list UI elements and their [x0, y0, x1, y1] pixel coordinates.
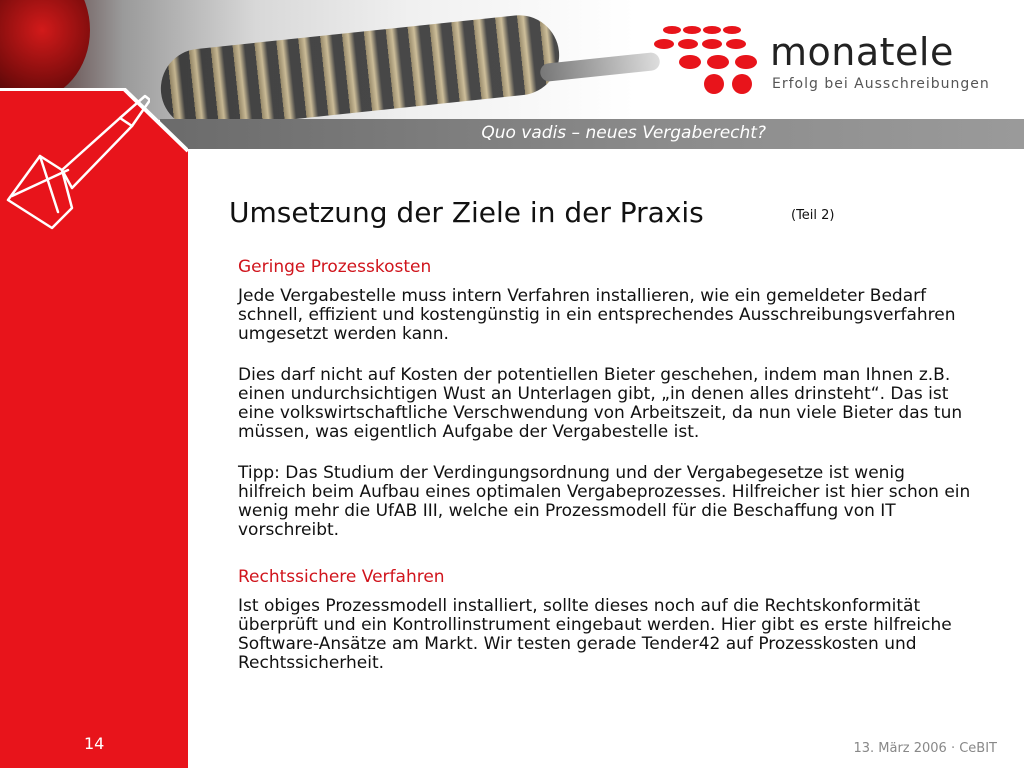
presentation-subtitle: Quo vadis – neues Vergaberecht?	[481, 123, 766, 143]
subtitle-bar	[160, 119, 1024, 149]
dartboard-image	[0, 0, 90, 100]
slide-title-part: (Teil 2)	[791, 208, 835, 223]
dart-outline-icon	[0, 88, 150, 248]
section-prozesskosten	[238, 258, 978, 540]
paragraph: Ist obiges Prozessmodell installiert, sollte dieses noch auf die Rechtskonformität überprüft und ein Kontrollinstrument eingebaut werden. Hier gibt es erste hilfreiche Software-Ansätze am Markt. Wir testen gerade Tender42 auf Prozesskosten und Rechtssicherheit.	[238, 596, 952, 673]
page-number: 14	[84, 734, 105, 753]
section-heading: Rechtssichere Verfahren	[238, 567, 445, 587]
section-rechtssicher	[238, 568, 978, 673]
slide-title: Umsetzung der Ziele in der Praxis	[229, 196, 704, 229]
paragraph: Jede Vergabestelle muss intern Verfahren installieren, wie ein gemeldeter Bedarf schnell, effizient und kostengünstig in ein entsprechendes Ausschreibungsverfahren umgesetzt werden kann.	[238, 286, 956, 344]
logo	[650, 22, 1020, 102]
side-panel	[0, 88, 188, 768]
dart-image	[157, 11, 563, 120]
footer-date: 13. März 2006 · CeBIT	[853, 741, 997, 756]
paragraph: Dies darf nicht auf Kosten der potentiellen Bieter geschehen, indem man Ihnen z.B. einen undurchsichtigen Wust an Unterlagen gibt, „in denen alles drinsteht“. Das ist eine volkswirtschaftliche Verschwendung von Arbeitszeit, da nun viele Bieter das tun müssen, was eigentlich Aufgabe der Vergabestelle ist.	[238, 365, 963, 442]
paragraph-tip: Tipp: Das Studium der Verdingungsordnung und der Vergabegesetze ist wenig hilfreich beim Aufbau eines optimalen Vergabeprozesses. Hilfreicher ist hier schon ein wenig mehr die UfAB III, welche ein Prozessmodell für die Beschaffung von IT vorschreibt.	[238, 463, 971, 540]
section-heading: Geringe Prozesskosten	[238, 257, 432, 277]
logo-dots-icon	[650, 22, 760, 97]
logo-tagline: Erfolg bei Ausschreibungen	[772, 76, 990, 92]
slide-content	[238, 258, 978, 695]
logo-name: monatele	[770, 30, 954, 74]
